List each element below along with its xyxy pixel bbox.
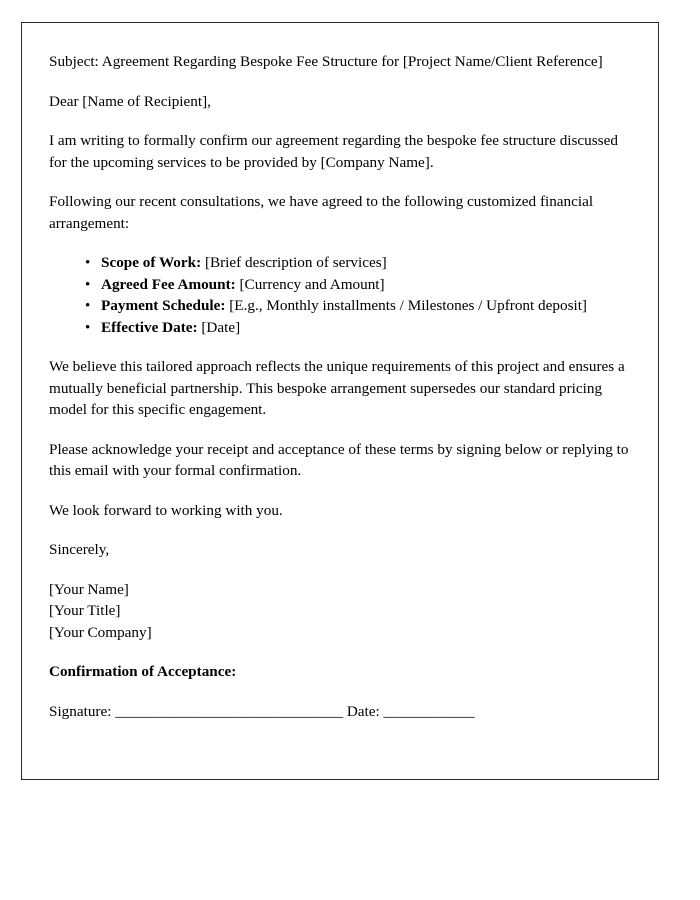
term-value: [Date] [201,318,241,336]
sender-title: [Your Title] [49,602,121,619]
sender-company: [Your Company] [49,623,152,641]
document-body [22,23,658,722]
confirmation-heading: Confirmation of Acceptance: [49,663,237,680]
term-value: [Currency and Amount] [239,275,385,293]
list-item [89,274,632,296]
term-label: Scope of Work: [101,254,202,271]
term-value: [E.g., Monthly installments / Milestones / Upfront deposit] [229,297,587,314]
list-item [89,317,632,339]
paragraph-intro: I am writing to formally confirm our agreement regarding the bespoke fee structure discussed for the upcoming services to be provided by [Company Name]. [49,132,618,171]
term-label: Agreed Fee Amount: [101,275,236,293]
signature-rule[interactable]: ______________________________ [115,702,344,720]
signature-block [49,701,632,723]
term-label: Payment Schedule: [101,297,226,314]
subject-line: Subject: Agreement Regarding Bespoke Fee Structure for [Project Name/Client Reference] [49,53,603,70]
paragraph-closing-note: We look forward to working with you. [49,501,283,519]
date-rule[interactable]: ____________ [383,702,475,720]
sign-off: Sincerely, [49,541,110,558]
paragraph-action: Please acknowledge your receipt and acceptance of these terms by signing below or replying to this email with your formal confirmation. [49,440,629,479]
signature-label: Signature: [49,702,116,720]
sender-name: [Your Name] [49,580,129,598]
list-item [89,252,632,274]
term-value: [Brief description of services] [204,254,387,271]
salutation: Dear [Name of Recipient], [49,92,211,110]
paragraph-lead-in: Following our recent consultations, we have agreed to the following customized financial arrangement: [49,193,594,232]
list-item [89,295,632,317]
terms-list [49,252,632,338]
document-page [21,22,659,780]
spacer [49,643,632,661]
sender-block [49,579,632,644]
date-label: Date: [343,702,384,720]
paragraph-rationale: We believe this tailored approach reflects the unique requirements of this project and ensures a mutually beneficial partnership. This bespoke arrangement supersedes our standard pricing model for this specific engagement. [49,358,625,418]
term-label: Effective Date: [101,318,198,336]
